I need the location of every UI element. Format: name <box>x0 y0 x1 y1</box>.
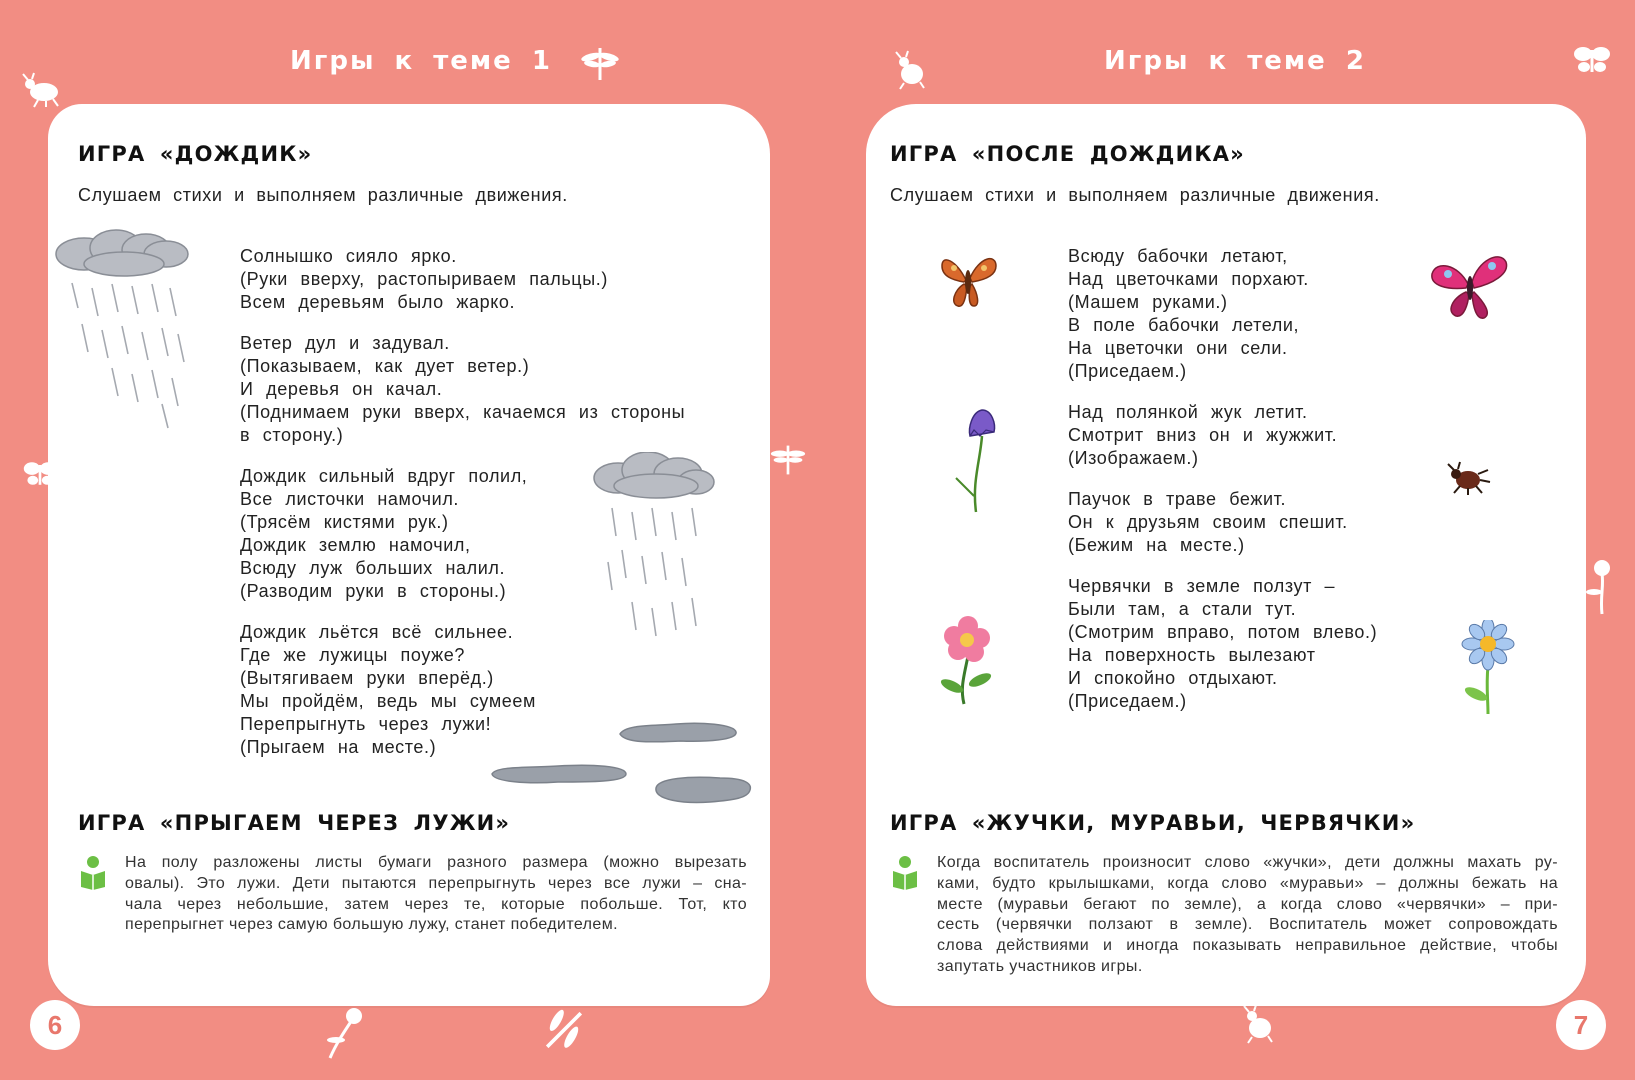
child-reading-icon <box>890 855 920 891</box>
stanza <box>1068 245 1377 383</box>
poem-line: Он к друзьям своим спешит. <box>1068 512 1348 532</box>
poem-line: И спокойно отдыхают. <box>1068 668 1278 688</box>
game-description-puddles <box>125 853 747 936</box>
stanza <box>1068 575 1377 713</box>
poem-line: Всюду бабочки летают, <box>1068 246 1288 266</box>
poem-line: (Смотрим вправо, потом влево.) <box>1068 622 1378 642</box>
page-number-right: 7 <box>1556 1000 1606 1050</box>
flower-silhouette-icon <box>1584 556 1620 616</box>
pink-flower-icon <box>930 616 1002 706</box>
bug-silhouette-icon <box>1240 1004 1280 1044</box>
game-description-bugs-ants-worms <box>937 853 1558 978</box>
game-title-bugs-ants-worms: ИГРА «ЖУЧКИ, МУРАВЬИ, ЧЕРВЯЧКИ» <box>890 811 1416 835</box>
poem-line: На цветочки они сели. <box>1068 338 1288 358</box>
poem-line: Над цветочками порхают. <box>1068 269 1309 289</box>
description-line: слова действиями и иногда показывать неправильное действие, чтобы <box>937 937 1558 955</box>
description-line: запутать участников игры. <box>937 957 1143 975</box>
poem-line: Всюду луж больших налил. <box>240 558 506 578</box>
description-line: перепрыгнет через самую большую лужу, станет победителем. <box>125 916 618 934</box>
flower-silhouette-icon <box>322 1004 364 1060</box>
stanza <box>1068 401 1377 470</box>
description-line: овалы). Это лужи. Дети пытаются перепрыгнуть через все лужи – сна- <box>125 874 747 892</box>
poem-line: Всем деревьям было жарко. <box>240 292 516 312</box>
description-line: месте (муравьи бегают по земле), а когда слово «червячки» – при- <box>937 895 1558 913</box>
puddle-icon <box>650 772 754 806</box>
dragonfly-silhouette-icon <box>770 442 806 478</box>
poem-line: На поверхность вылезают <box>1068 645 1316 665</box>
game-intro-after-rain: Слушаем стихи и выполняем различные движения. <box>890 185 1380 205</box>
butterfly-silhouette-icon <box>1572 40 1612 80</box>
description-line: ками, будто крылышками, когда слово «муравьи» – должны бежать на <box>937 874 1558 892</box>
page-number-left: 6 <box>30 1000 80 1050</box>
poem-line: (Вытягиваем руки вперёд.) <box>240 668 494 688</box>
right-page-header: Игры к теме 2 <box>1104 46 1366 76</box>
poem-line: В поле бабочки летели, <box>1068 315 1300 335</box>
poem-line: Смотрит вниз он и жужжит. <box>1068 425 1338 445</box>
puddle-icon <box>488 760 630 788</box>
description-line: На полу разложены листы бумаги разного размера (можно вырезать <box>125 854 747 871</box>
poem-line: (Разводим руки в стороны.) <box>240 581 507 601</box>
rain-cloud-icon <box>592 452 722 662</box>
poem-line: (Прыгаем на месте.) <box>240 737 437 757</box>
dragonfly-silhouette-icon <box>580 44 620 84</box>
poem-line: Дождик сильный вдруг полил, <box>240 466 528 486</box>
poem-line: Где же лужицы поуже? <box>240 645 465 665</box>
description-line: сесть (червячки ползают в земле). Воспитатель может сопровождать <box>937 916 1558 934</box>
poem-line: И деревья он качал. <box>240 379 443 399</box>
stanza <box>240 245 685 314</box>
poem-line: Паучок в траве бежит. <box>1068 489 1287 509</box>
game-title-rain: ИГРА «ДОЖДИК» <box>78 142 313 166</box>
stanza <box>240 332 685 447</box>
moth-butterfly-icon <box>936 246 1002 314</box>
bug-silhouette-icon <box>892 50 932 90</box>
bug-silhouette-icon <box>20 72 68 108</box>
beetle-icon <box>1446 460 1492 496</box>
game-title-puddles: ИГРА «ПРЫГАЕМ ЧЕРЕЗ ЛУЖИ» <box>78 811 511 835</box>
rain-cloud-icon <box>54 228 194 433</box>
daisy-flower-icon <box>1458 620 1516 716</box>
description-line: чала через небольшие, затем через те, которые побольше. Тот, кто <box>125 895 747 913</box>
poem-line: Дождик землю намочил, <box>240 535 471 555</box>
poem-line: Все листочки намочил. <box>240 489 460 509</box>
poem-line: (Поднимаем руки вверх, качаемся из стороны <box>240 402 686 422</box>
poem-line: Перепрыгнуть через лужи! <box>240 714 492 734</box>
stanza <box>1068 488 1377 557</box>
poem-line: (Машем руками.) <box>1068 292 1228 312</box>
poem-line: (Трясём кистями рук.) <box>240 512 449 532</box>
poem-line: (Приседаем.) <box>1068 361 1187 381</box>
poem-line: (Приседаем.) <box>1068 691 1187 711</box>
poem-line: Солнышко сияло ярко. <box>240 246 457 266</box>
poem-line: (Руки вверху, растопыриваем пальцы.) <box>240 269 608 289</box>
poem-line: Дождик льётся всё сильнее. <box>240 622 514 642</box>
puddle-icon <box>616 720 740 746</box>
poem-line: (Изображаем.) <box>1068 448 1199 468</box>
poem-line: Червячки в земле ползут – <box>1068 576 1336 596</box>
poem-line: (Показываем, как дует ветер.) <box>240 356 530 376</box>
poem-line: в сторону.) <box>240 425 344 445</box>
left-page-header: Игры к теме 1 <box>290 46 552 76</box>
poem-line: Ветер дул и задувал. <box>240 333 450 353</box>
poem-line: Над полянкой жук летит. <box>1068 402 1308 422</box>
poem-line: Были там, а стали тут. <box>1068 599 1297 619</box>
game-title-after-rain: ИГРА «ПОСЛЕ ДОЖДИКА» <box>890 142 1245 166</box>
child-reading-icon <box>78 855 108 891</box>
poem-line: (Бежим на месте.) <box>1068 535 1245 555</box>
poem-line: Мы пройдём, ведь мы сумеем <box>240 691 536 711</box>
poem-after-rain <box>1068 245 1377 731</box>
pink-butterfly-icon <box>1428 248 1512 326</box>
dragonfly-silhouette-icon <box>540 1006 588 1054</box>
bluebell-flower-icon <box>950 402 1006 514</box>
description-line: Когда воспитатель произносит слово «жучки», дети должны махать ру- <box>937 854 1558 871</box>
game-intro-rain: Слушаем стихи и выполняем различные движения. <box>78 185 568 205</box>
